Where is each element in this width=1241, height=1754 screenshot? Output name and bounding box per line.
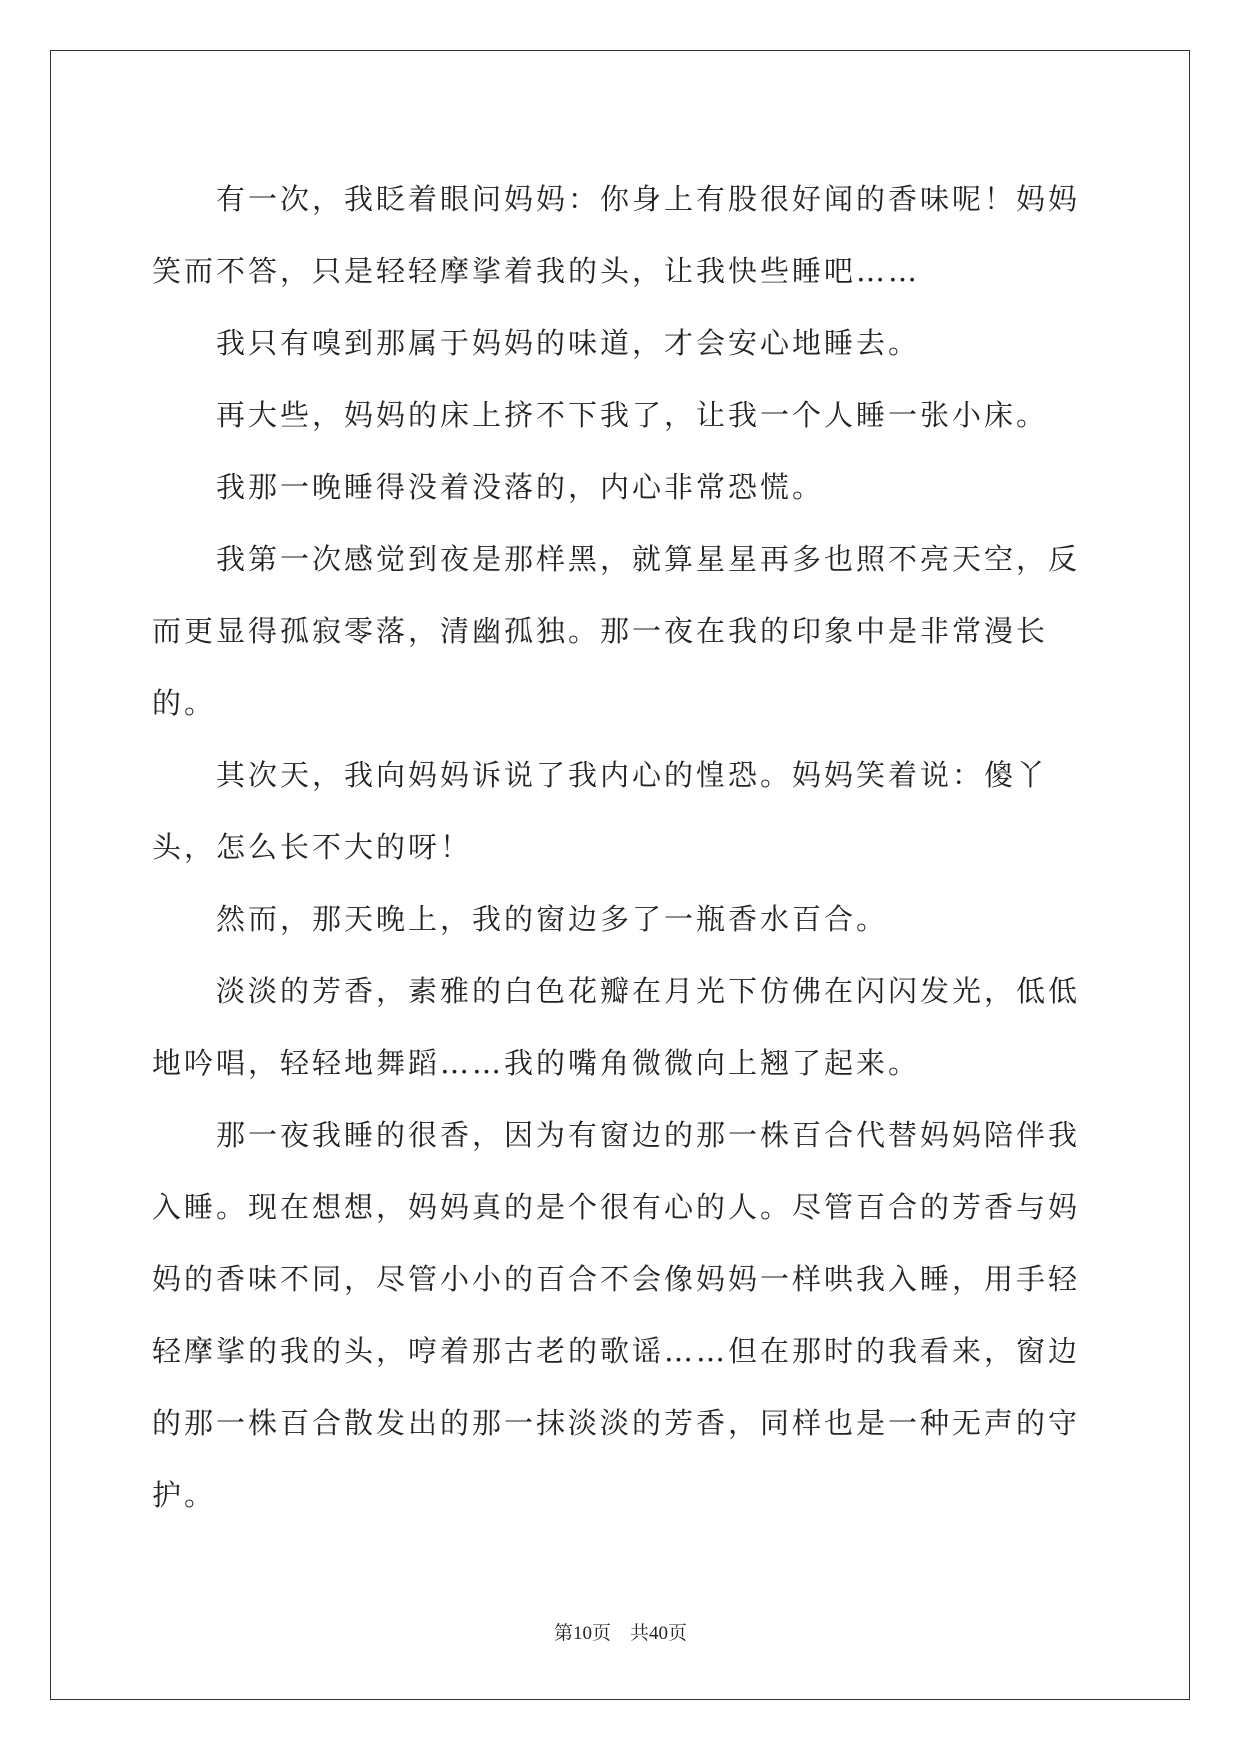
page-number-footer: 第10页 共40页 [553, 1623, 687, 1644]
paragraph: 再大些，妈妈的床上挤不下我了，让我一个人睡一张小床。 [216, 398, 1049, 432]
paragraph: 有一次，我眨着眼问妈妈：你身上有股很好闻的香味呢！妈妈笑而不答，只是轻轻摩挲着我的头，让我快些睡吧…… [152, 182, 1081, 288]
paragraph: 我那一晚睡得没着没落的，内心非常恐慌。 [216, 470, 825, 504]
paragraph: 其次天，我向妈妈诉说了我内心的惶恐。妈妈笑着说：傻丫头，怎么长不大的呀！ [152, 758, 1049, 864]
paragraph: 我第一次感觉到夜是那样黑，就算星星再多也照不亮天空，反而更显得孤寂零落，清幽孤独。那一夜在我的印象中是非常漫长的。 [152, 542, 1081, 720]
paragraph: 淡淡的芳香，素雅的白色花瓣在月光下仿佛在闪闪发光，低低地吟唱，轻轻地舞蹈……我的嘴角微微向上翘了起来。 [152, 974, 1081, 1080]
document-body [152, 163, 1092, 1531]
paragraph: 然而，那天晚上，我的窗边多了一瓶香水百合。 [216, 902, 889, 936]
paragraph: 我只有嗅到那属于妈妈的味道，才会安心地睡去。 [216, 326, 921, 360]
paragraph: 那一夜我睡的很香，因为有窗边的那一株百合代替妈妈陪伴我入睡。现在想想，妈妈真的是个很有心的人。尽管百合的芳香与妈妈的香味不同，尽管小小的百合不会像妈妈一样哄我入睡，用手轻轻摩挲的我的头，哼着那古老的歌谣……但在那时的我看来，窗边的那一株百合散发出的那一抹淡淡的芳香，同样也是一种无声的守护。 [152, 1118, 1081, 1512]
